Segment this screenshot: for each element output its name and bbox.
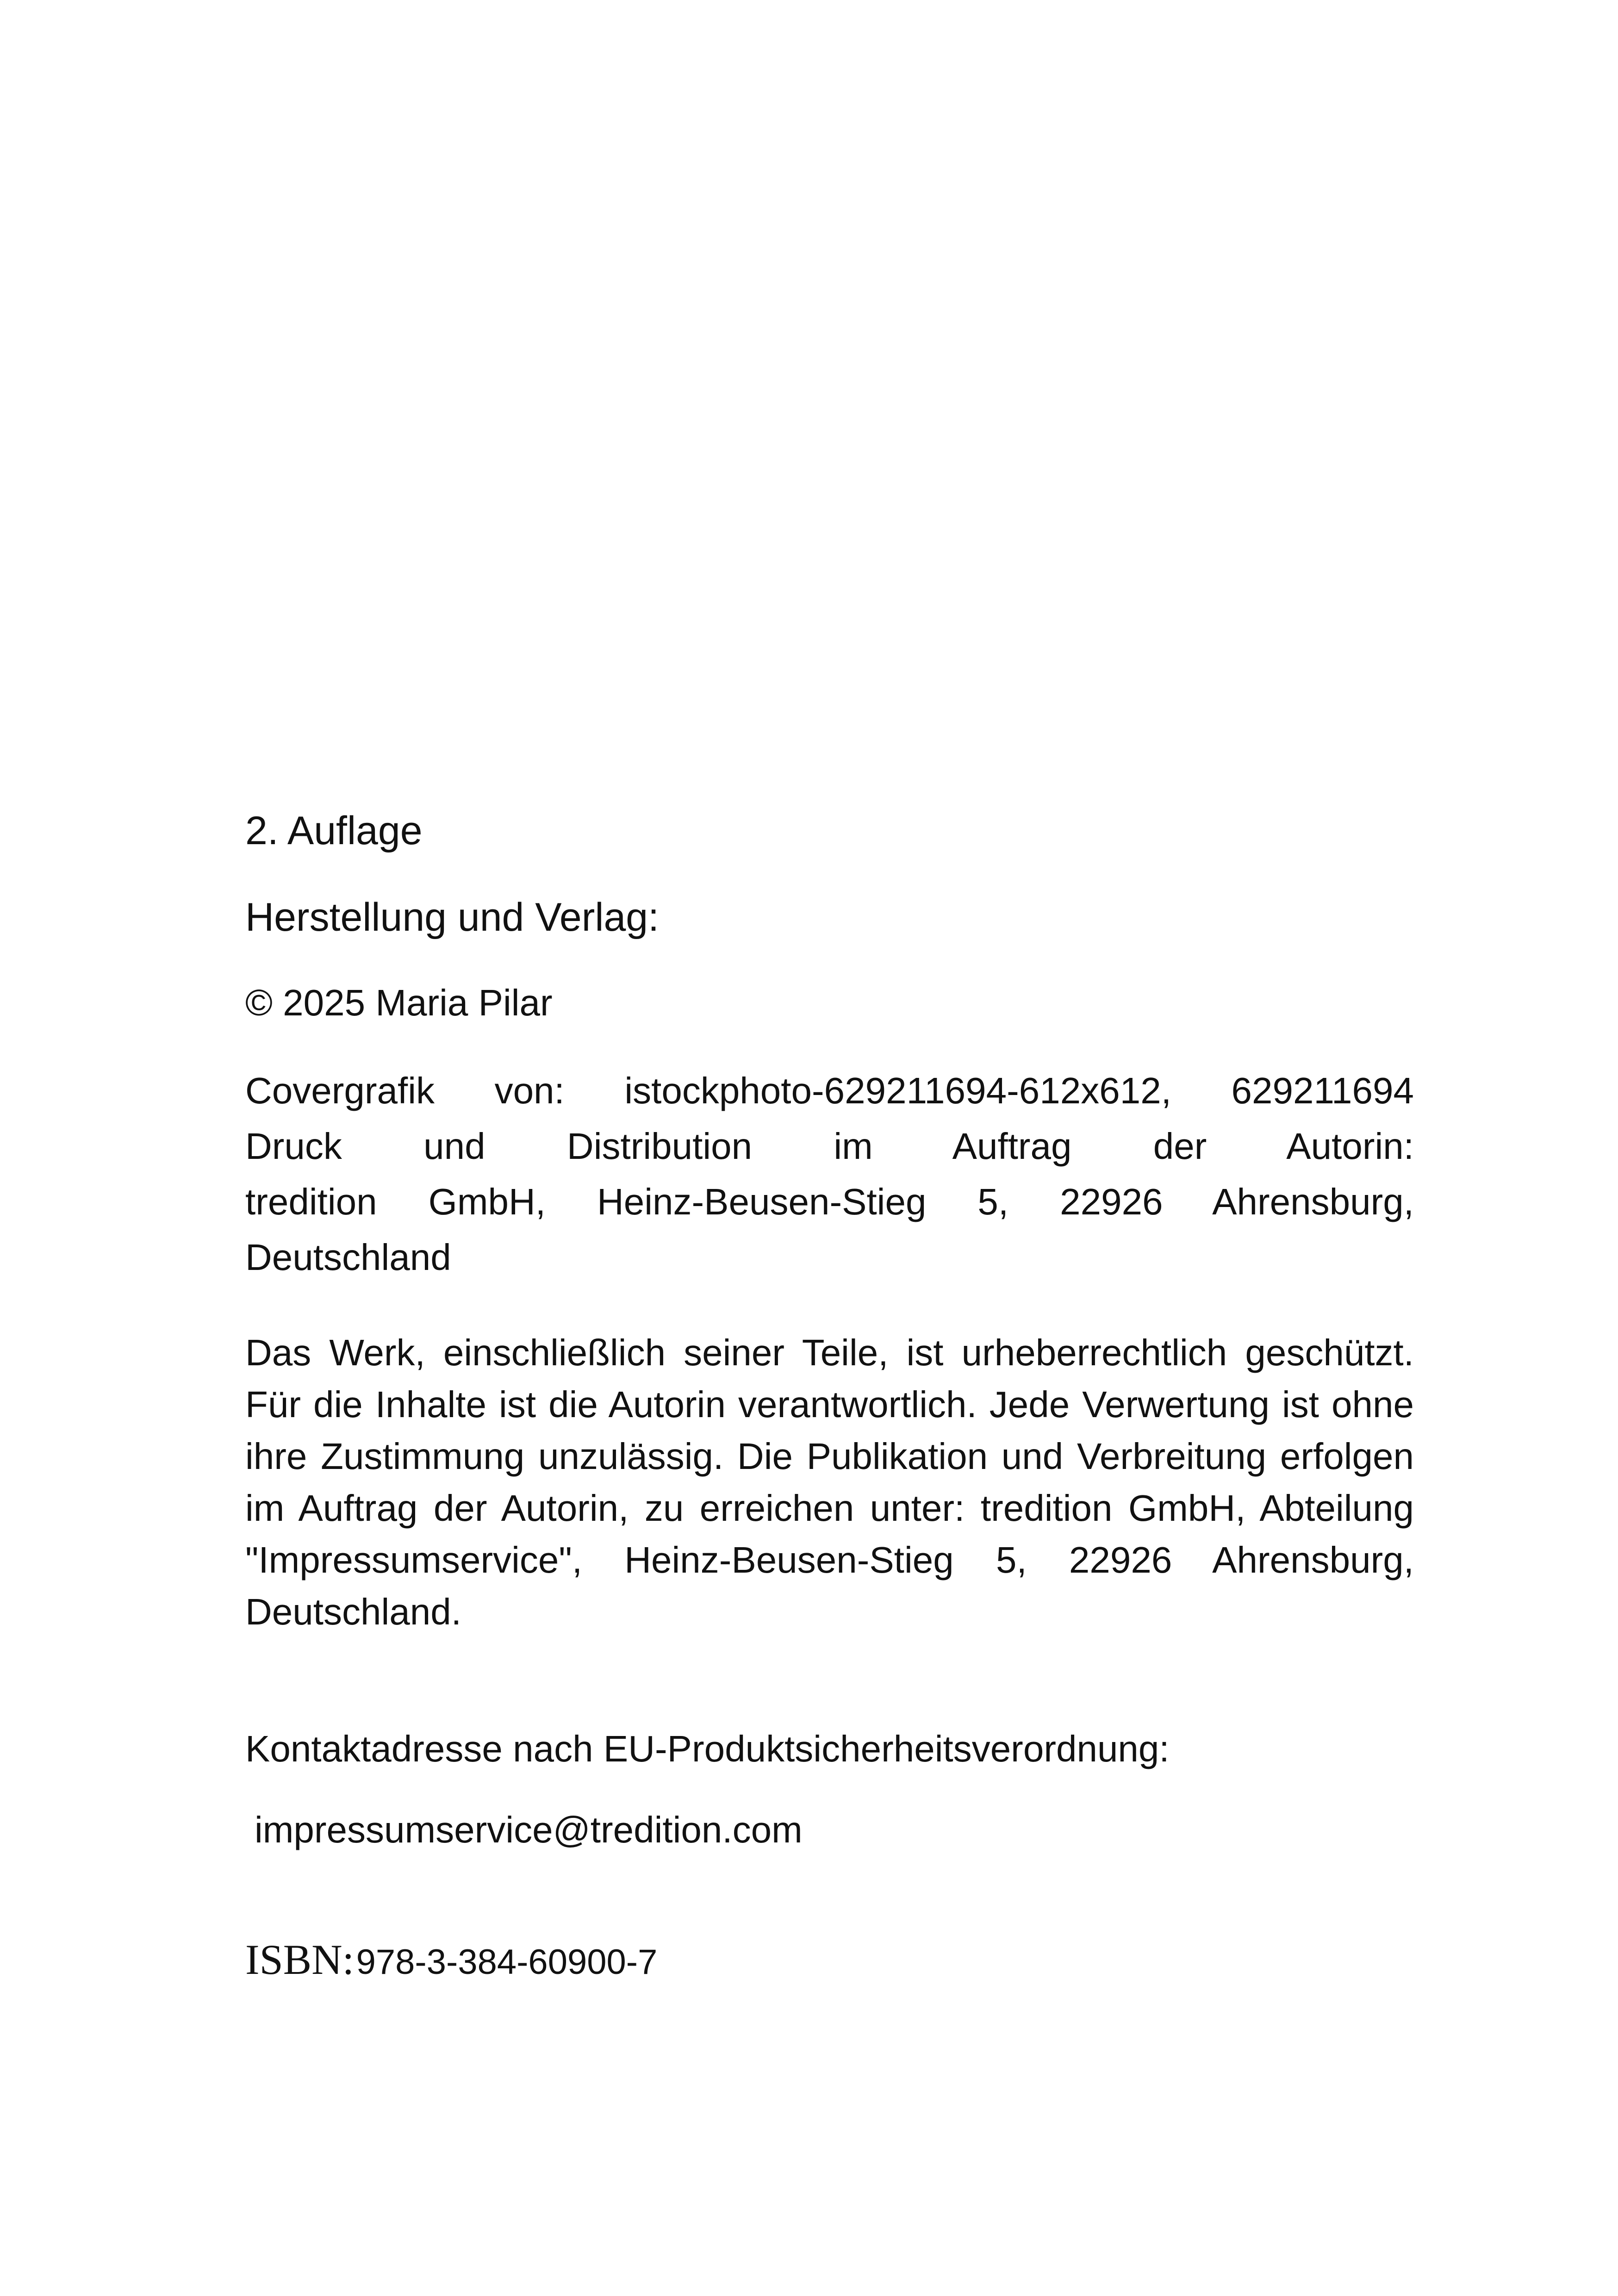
contact-email: impressumservice@tredition.com — [255, 1809, 803, 1850]
publisher-country-line: Deutschland — [245, 1237, 451, 1278]
publisher-heading: Herstellung und Verlag: — [245, 895, 660, 940]
imprint-content — [245, 805, 1414, 1997]
isbn-line — [245, 1934, 1414, 1997]
cover-credit-line: Covergrafik von: istockphoto-629211694-612x612, 629211694 — [245, 1070, 1414, 1111]
cover-credit-block — [245, 1063, 1414, 1285]
legal-notice: Das Werk, einschließlich seiner Teile, ist urheberrechtlich geschützt. Für die Inhalte ist die Autorin verantwortlich. Jede Verwertung ist ohne ihre Zustimmung unzulässig. Die Publikation und Verbreitung erfolgen im Auftrag der Autorin, zu erreichen unter: tredition GmbH, Abteilung "Impressumservice", Heinz-Beusen-Stieg 5, 22926 Ahrensburg, Deutschland. — [245, 1332, 1414, 1632]
isbn-number: 978-3-384-60900-7 — [356, 1942, 658, 1982]
contact-address-label: Kontaktadresse nach EU-Produktsicherheitsverordnung: — [245, 1728, 1170, 1769]
copyright-notice: © 2025 Maria Pilar — [245, 982, 553, 1023]
distribution-line: Druck und Distribution im Auftrag der Autorin: — [245, 1126, 1414, 1167]
isbn-label: ISBN: — [245, 1936, 355, 1983]
publisher-address-line: tredition GmbH, Heinz-Beusen-Stieg 5, 22926 Ahrensburg, — [245, 1181, 1414, 1222]
edition-label: 2. Auflage — [245, 809, 423, 853]
